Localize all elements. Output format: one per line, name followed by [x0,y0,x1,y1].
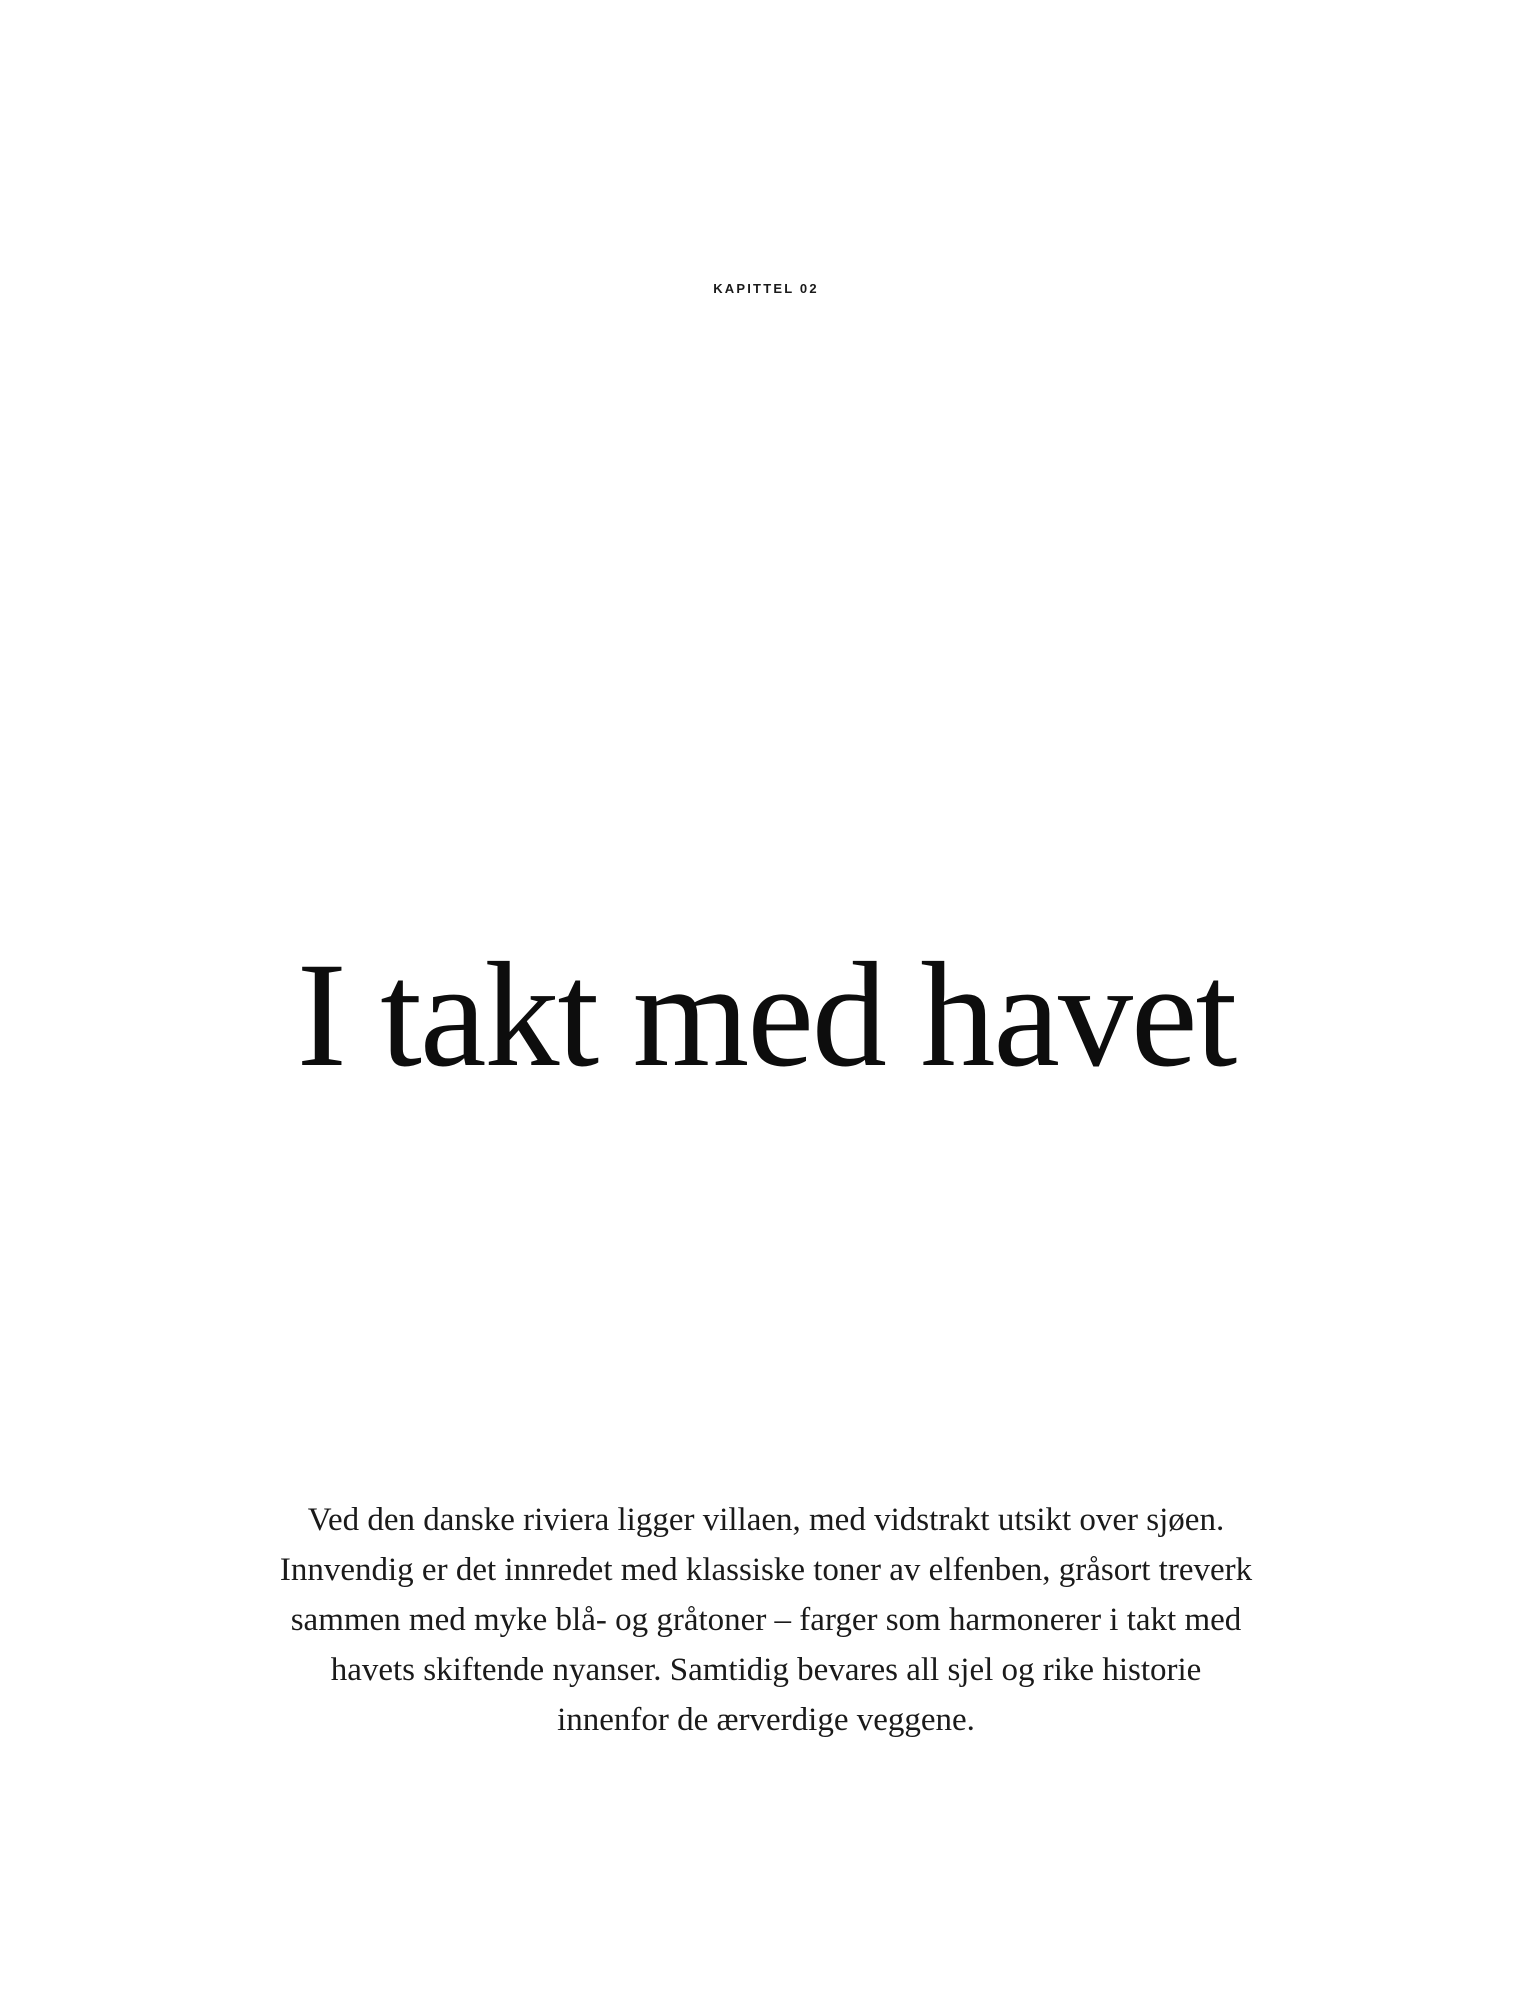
body-line: havets skiftende nyanser. Samtidig bevares all sjel og rike historie [330,1652,1202,1688]
page-title: I takt med havet [296,932,1236,1098]
body-line: Innvendig er det innredet med klassiske toner av elfenben, gråsort treverk [279,1552,1253,1588]
body-line: innenfor de ærverdige veggene. [557,1702,975,1738]
body-line: sammen med myke blå- og gråtoner – farger som harmonerer i takt med [290,1602,1242,1638]
chapter-label: KAPITTEL 02 [713,281,819,296]
body-paragraph [166,1495,1366,1745]
body-line: Ved den danske riviera ligger villaen, med vidstrakt utsikt over sjøen. [307,1502,1225,1538]
